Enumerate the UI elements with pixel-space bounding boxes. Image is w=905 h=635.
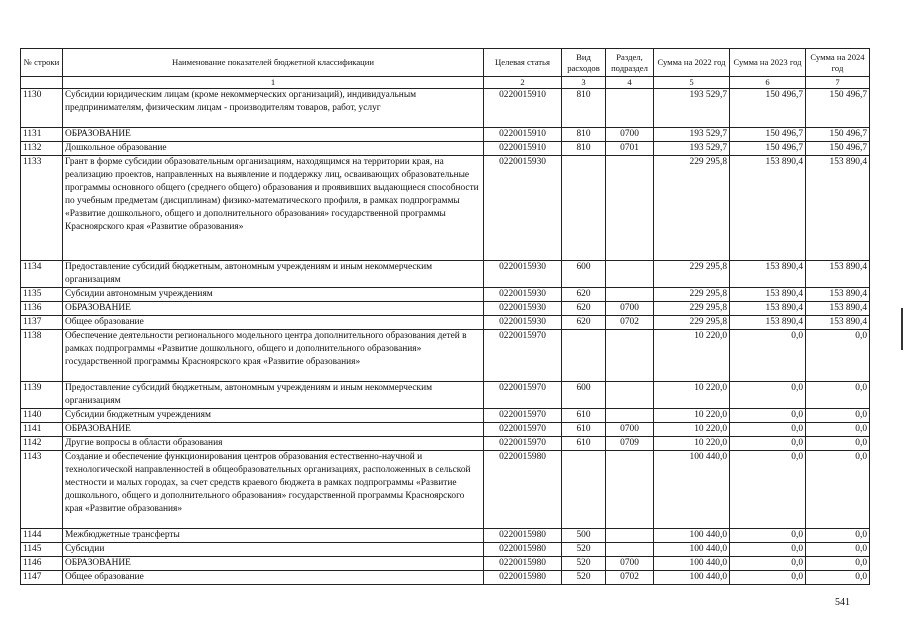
- expense-type: 620: [562, 288, 606, 302]
- expense-type: 520: [562, 557, 606, 571]
- section-code: [606, 409, 654, 423]
- indicator-name: Общее образование: [63, 316, 484, 330]
- sum-2022: 100 440,0: [654, 571, 730, 585]
- sum-2022: 100 440,0: [654, 451, 730, 529]
- target-article: 0220015980: [484, 557, 562, 571]
- sum-2022: 10 220,0: [654, 330, 730, 382]
- table-row: [21, 316, 870, 330]
- sum-2023: 153 890,4: [730, 288, 806, 302]
- section-code: [606, 261, 654, 288]
- row-number: 1146: [21, 557, 63, 571]
- sum-2024: 150 496,7: [806, 142, 870, 156]
- target-article: 0220015980: [484, 451, 562, 529]
- scan-edge-mark: [901, 308, 903, 350]
- sum-2022: 229 295,8: [654, 302, 730, 316]
- table-row: [21, 423, 870, 437]
- page-number: 541: [835, 597, 850, 608]
- row-number: 1140: [21, 409, 63, 423]
- sum-2024: 0,0: [806, 330, 870, 382]
- column-number: 4: [606, 77, 654, 89]
- target-article: 0220015930: [484, 302, 562, 316]
- target-article: 0220015980: [484, 529, 562, 543]
- expense-type: 520: [562, 543, 606, 557]
- sum-2022: 229 295,8: [654, 261, 730, 288]
- row-number: 1135: [21, 288, 63, 302]
- header-sum-2023: Сумма на 2023 год: [730, 49, 806, 77]
- section-code: 0701: [606, 142, 654, 156]
- section-code: 0700: [606, 423, 654, 437]
- header-sum-2024: Сумма на 2024 год: [806, 49, 870, 77]
- row-number: 1144: [21, 529, 63, 543]
- target-article: 0220015910: [484, 142, 562, 156]
- section-code: [606, 382, 654, 409]
- section-code: [606, 529, 654, 543]
- sum-2022: 100 440,0: [654, 529, 730, 543]
- expense-type: 810: [562, 128, 606, 142]
- target-article: 0220015980: [484, 571, 562, 585]
- indicator-name: Создание и обеспечение функционирования центров образования естественно-научной и технологической направленностей в общеобразовательных организациях, расположенных в сельской местности и малых городах, за счет средств краевого бюджета в рамках подпрограммы «Развитие дошкольного, общего и дополнительного образования» государственной программы Красноярского края «Развитие образования»: [63, 451, 484, 529]
- sum-2023: 0,0: [730, 423, 806, 437]
- section-code: [606, 156, 654, 261]
- column-number: 2: [484, 77, 562, 89]
- table-body: [21, 89, 870, 585]
- target-article: 0220015930: [484, 316, 562, 330]
- row-number: 1134: [21, 261, 63, 288]
- sum-2024: 150 496,7: [806, 89, 870, 128]
- sum-2024: 153 890,4: [806, 316, 870, 330]
- header-section: Раздел, подраздел: [606, 49, 654, 77]
- table-row: [21, 330, 870, 382]
- sum-2022: 193 529,7: [654, 128, 730, 142]
- expense-type: 610: [562, 437, 606, 451]
- header-row-number: № строки: [21, 49, 63, 77]
- sum-2023: 150 496,7: [730, 128, 806, 142]
- target-article: 0220015970: [484, 423, 562, 437]
- indicator-name: Грант в форме субсидии образовательным организациям, находящимся на территории края, на реализацию проектов, направленных на выявление и поддержку лиц, осваивающих образовательные программы основного общего (среднего общего) образования и проявивших выдающиеся способности по учебным предметам (дисциплинам) физико-математического профиля, в рамках подпрограммы «Развитие дошкольного, общего и дополнительного образования» государственной программы Красноярского края «Развитие образования»: [63, 156, 484, 261]
- sum-2024: 0,0: [806, 529, 870, 543]
- row-number: 1143: [21, 451, 63, 529]
- table-row: [21, 571, 870, 585]
- sum-2023: 0,0: [730, 529, 806, 543]
- section-code: 0709: [606, 437, 654, 451]
- sum-2023: 0,0: [730, 557, 806, 571]
- row-number: 1138: [21, 330, 63, 382]
- expense-type: [562, 330, 606, 382]
- expense-type: 620: [562, 302, 606, 316]
- sum-2023: 153 890,4: [730, 316, 806, 330]
- sum-2023: 0,0: [730, 451, 806, 529]
- sum-2024: 153 890,4: [806, 156, 870, 261]
- row-number: 1142: [21, 437, 63, 451]
- indicator-name: Субсидии автономным учреждениям: [63, 288, 484, 302]
- expense-type: 610: [562, 409, 606, 423]
- sum-2022: 229 295,8: [654, 316, 730, 330]
- table-row: [21, 451, 870, 529]
- indicator-name: ОБРАЗОВАНИЕ: [63, 128, 484, 142]
- row-number: 1133: [21, 156, 63, 261]
- expense-type: 600: [562, 261, 606, 288]
- header-target-article: Целевая статья: [484, 49, 562, 77]
- target-article: 0220015970: [484, 437, 562, 451]
- indicator-name: Дошкольное образование: [63, 142, 484, 156]
- header-expense-type: Вид расходов: [562, 49, 606, 77]
- sum-2024: 153 890,4: [806, 302, 870, 316]
- sum-2023: 150 496,7: [730, 142, 806, 156]
- column-number: 6: [730, 77, 806, 89]
- sum-2022: 10 220,0: [654, 382, 730, 409]
- sum-2022: 100 440,0: [654, 543, 730, 557]
- target-article: 0220015910: [484, 89, 562, 128]
- expense-type: [562, 156, 606, 261]
- sum-2024: 0,0: [806, 382, 870, 409]
- table-row: [21, 142, 870, 156]
- section-code: [606, 543, 654, 557]
- section-code: [606, 451, 654, 529]
- sum-2022: 100 440,0: [654, 557, 730, 571]
- sum-2023: 0,0: [730, 409, 806, 423]
- table-row: [21, 409, 870, 423]
- table-row: [21, 89, 870, 128]
- row-number: 1137: [21, 316, 63, 330]
- section-code: 0700: [606, 557, 654, 571]
- column-number: 7: [806, 77, 870, 89]
- section-code: [606, 330, 654, 382]
- indicator-name: Субсидии юридическим лицам (кроме некоммерческих организаций), индивидуальным предпринимателям, физическим лицам - производителям товаров, работ, услуг: [63, 89, 484, 128]
- table-row: [21, 382, 870, 409]
- section-code: [606, 89, 654, 128]
- sum-2022: 229 295,8: [654, 156, 730, 261]
- sum-2023: 0,0: [730, 543, 806, 557]
- indicator-name: ОБРАЗОВАНИЕ: [63, 557, 484, 571]
- expense-type: 500: [562, 529, 606, 543]
- target-article: 0220015930: [484, 156, 562, 261]
- expense-type: [562, 451, 606, 529]
- row-number: 1141: [21, 423, 63, 437]
- header-sum-2022: Сумма на 2022 год: [654, 49, 730, 77]
- expense-type: 600: [562, 382, 606, 409]
- column-number: 3: [562, 77, 606, 89]
- section-code: 0702: [606, 571, 654, 585]
- sum-2024: 153 890,4: [806, 261, 870, 288]
- target-article: 0220015910: [484, 128, 562, 142]
- target-article: 0220015930: [484, 288, 562, 302]
- table-row: [21, 261, 870, 288]
- indicator-name: Субсидии бюджетным учреждениям: [63, 409, 484, 423]
- row-number: 1132: [21, 142, 63, 156]
- indicator-name: Субсидии: [63, 543, 484, 557]
- table-row: [21, 557, 870, 571]
- budget-table: [20, 48, 870, 585]
- sum-2023: 0,0: [730, 571, 806, 585]
- sum-2024: 0,0: [806, 543, 870, 557]
- table-row: [21, 128, 870, 142]
- row-number: 1145: [21, 543, 63, 557]
- header-indicator-name: Наименование показателей бюджетной классификации: [63, 49, 484, 77]
- sum-2022: 193 529,7: [654, 142, 730, 156]
- sum-2024: 150 496,7: [806, 128, 870, 142]
- indicator-name: Предоставление субсидий бюджетным, автономным учреждениям и иным некоммерческим организациям: [63, 261, 484, 288]
- sum-2024: 0,0: [806, 423, 870, 437]
- table-row: [21, 529, 870, 543]
- sum-2022: 10 220,0: [654, 437, 730, 451]
- sum-2024: 0,0: [806, 437, 870, 451]
- target-article: 0220015980: [484, 543, 562, 557]
- indicator-name: Межбюджетные трансферты: [63, 529, 484, 543]
- indicator-name: Общее образование: [63, 571, 484, 585]
- sum-2023: 0,0: [730, 382, 806, 409]
- section-code: [606, 288, 654, 302]
- section-code: 0700: [606, 302, 654, 316]
- indicator-name: Предоставление субсидий бюджетным, автономным учреждениям и иным некоммерческим организациям: [63, 382, 484, 409]
- sum-2023: 153 890,4: [730, 261, 806, 288]
- sum-2023: 150 496,7: [730, 89, 806, 128]
- sum-2023: 0,0: [730, 437, 806, 451]
- indicator-name: ОБРАЗОВАНИЕ: [63, 423, 484, 437]
- expense-type: 520: [562, 571, 606, 585]
- row-number: 1139: [21, 382, 63, 409]
- column-number: 1: [63, 77, 484, 89]
- sum-2022: 10 220,0: [654, 409, 730, 423]
- expense-type: 810: [562, 142, 606, 156]
- section-code: 0700: [606, 128, 654, 142]
- sum-2024: 0,0: [806, 451, 870, 529]
- target-article: 0220015970: [484, 409, 562, 423]
- indicator-name: ОБРАЗОВАНИЕ: [63, 302, 484, 316]
- sum-2024: 0,0: [806, 409, 870, 423]
- row-number: 1147: [21, 571, 63, 585]
- indicator-name: Обеспечение деятельности регионального модельного центра дополнительного образования детей в рамках подпрограммы «Развитие дошкольного, общего и дополнительного образования» государственной программы Красноярского края «Развитие образования»: [63, 330, 484, 382]
- sum-2024: 0,0: [806, 557, 870, 571]
- indicator-name: Другие вопросы в области образования: [63, 437, 484, 451]
- table-row: [21, 437, 870, 451]
- table-row: [21, 302, 870, 316]
- expense-type: 610: [562, 423, 606, 437]
- sum-2024: 153 890,4: [806, 288, 870, 302]
- column-number: 5: [654, 77, 730, 89]
- target-article: 0220015970: [484, 382, 562, 409]
- sum-2024: 0,0: [806, 571, 870, 585]
- table-row: [21, 288, 870, 302]
- table-row: [21, 156, 870, 261]
- section-code: 0702: [606, 316, 654, 330]
- sum-2022: 193 529,7: [654, 89, 730, 128]
- row-number: 1131: [21, 128, 63, 142]
- expense-type: 810: [562, 89, 606, 128]
- sum-2023: 153 890,4: [730, 302, 806, 316]
- row-number: 1130: [21, 89, 63, 128]
- sum-2023: 153 890,4: [730, 156, 806, 261]
- target-article: 0220015930: [484, 261, 562, 288]
- table-row: [21, 543, 870, 557]
- expense-type: 620: [562, 316, 606, 330]
- sum-2022: 10 220,0: [654, 423, 730, 437]
- sum-2023: 0,0: [730, 330, 806, 382]
- column-number: [21, 77, 63, 89]
- target-article: 0220015970: [484, 330, 562, 382]
- sum-2022: 229 295,8: [654, 288, 730, 302]
- row-number: 1136: [21, 302, 63, 316]
